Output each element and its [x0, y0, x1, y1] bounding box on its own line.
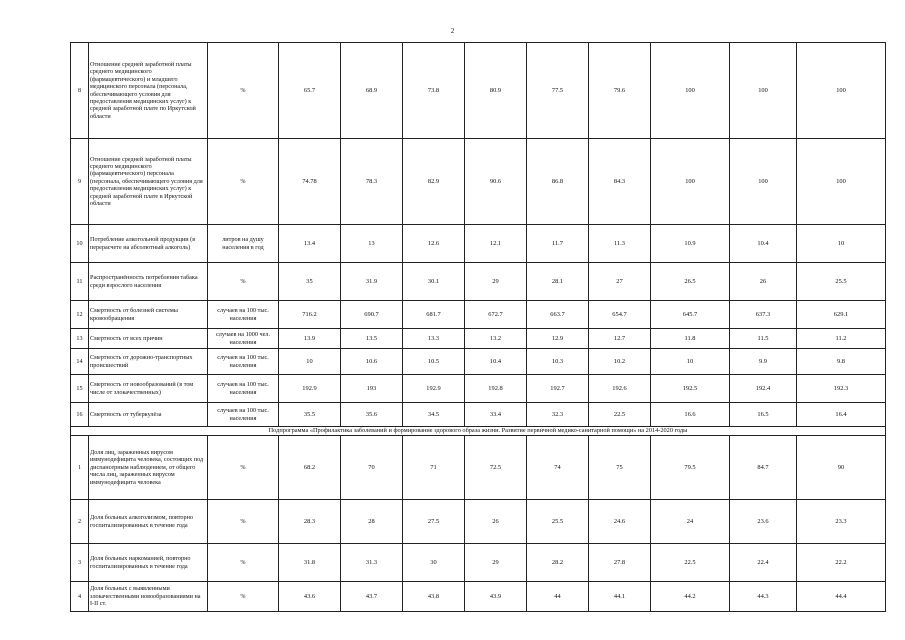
indicator-name: Доля больных алкоголизмом, повторно госпитализированных в течение года [89, 500, 208, 544]
table-row [71, 375, 886, 403]
value-cell: 12.6 [403, 225, 465, 263]
value-cell: 24 [651, 500, 730, 544]
indicator-unit: % [208, 263, 279, 301]
value-cell: 31.3 [341, 544, 403, 582]
value-cell: 11.5 [730, 329, 797, 349]
value-cell: 73.8 [403, 43, 465, 139]
value-cell: 24.6 [589, 500, 651, 544]
value-cell: 28 [341, 500, 403, 544]
value-cell: 34.5 [403, 403, 465, 427]
value-cell: 654.7 [589, 301, 651, 329]
value-cell: 84.7 [730, 436, 797, 500]
row-number: 15 [71, 375, 89, 403]
indicator-name: Отношение средней заработной платы среднего медицинского (фармацевтического) персонала (персонала, обеспечивающего условия для предоставления медицинских услуг) к средней заработной плате в Иркутской области [89, 139, 208, 225]
value-cell: 13.4 [279, 225, 341, 263]
value-cell: 90 [797, 436, 886, 500]
value-cell: 29 [465, 263, 527, 301]
value-cell: 16.6 [651, 403, 730, 427]
value-cell: 31.8 [279, 544, 341, 582]
value-cell: 192.5 [651, 375, 730, 403]
table-body-subheader [71, 427, 886, 436]
value-cell: 27 [589, 263, 651, 301]
value-cell: 10.3 [527, 349, 589, 375]
value-cell: 12.9 [527, 329, 589, 349]
value-cell: 68.2 [279, 436, 341, 500]
value-cell: 629.1 [797, 301, 886, 329]
value-cell: 13.5 [341, 329, 403, 349]
value-cell: 9.8 [797, 349, 886, 375]
indicator-name: Отношение средней заработной платы среднего медицинского (фармацевтического) и младшего медицинского персонала (персонала, обеспечивающего условия для предоставления медицинских услуг) к средней заработной плате по Иркутской области [89, 43, 208, 139]
value-cell: 33.4 [465, 403, 527, 427]
value-cell: 25.5 [527, 500, 589, 544]
value-cell: 43.8 [403, 582, 465, 612]
indicator-unit: % [208, 544, 279, 582]
value-cell: 86.8 [527, 139, 589, 225]
indicator-name: Смертность от дорожно-транспортных происшествий [89, 349, 208, 375]
value-cell: 27.5 [403, 500, 465, 544]
value-cell: 28.3 [279, 500, 341, 544]
table-row [71, 301, 886, 329]
row-number: 2 [71, 500, 89, 544]
value-cell: 43.7 [341, 582, 403, 612]
indicator-unit: % [208, 500, 279, 544]
value-cell: 22.4 [730, 544, 797, 582]
value-cell: 26.5 [651, 263, 730, 301]
indicator-name: Смертность от всех причин [89, 329, 208, 349]
value-cell: 28.2 [527, 544, 589, 582]
value-cell: 10 [651, 349, 730, 375]
value-cell: 11.7 [527, 225, 589, 263]
value-cell: 35 [279, 263, 341, 301]
indicators-table [70, 42, 886, 612]
value-cell: 65.7 [279, 43, 341, 139]
value-cell: 10.2 [589, 349, 651, 375]
table-row [71, 139, 886, 225]
value-cell: 27.8 [589, 544, 651, 582]
value-cell: 11.3 [589, 225, 651, 263]
value-cell: 30 [403, 544, 465, 582]
value-cell: 100 [730, 139, 797, 225]
value-cell: 672.7 [465, 301, 527, 329]
value-cell: 16.4 [797, 403, 886, 427]
indicator-unit: % [208, 582, 279, 612]
row-number: 12 [71, 301, 89, 329]
value-cell: 12.7 [589, 329, 651, 349]
row-number: 4 [71, 582, 89, 612]
indicator-unit: случаев на 1000 чел. населения [208, 329, 279, 349]
value-cell: 74.78 [279, 139, 341, 225]
value-cell: 13 [341, 225, 403, 263]
value-cell: 100 [797, 139, 886, 225]
value-cell: 22.5 [589, 403, 651, 427]
value-cell: 192.4 [730, 375, 797, 403]
subprogram-row [71, 427, 886, 436]
value-cell: 11.8 [651, 329, 730, 349]
value-cell: 44.1 [589, 582, 651, 612]
indicator-unit: случаев на 100 тыс. населения [208, 301, 279, 329]
row-number: 10 [71, 225, 89, 263]
indicator-unit: литров на душу населения в год [208, 225, 279, 263]
value-cell: 43.9 [465, 582, 527, 612]
subprogram-title: Подпрограмма «Профилактика заболеваний и формирование здорового образа жизни. Развитие первичной медико-санитарной помощи» на 2014-2020 годы [71, 427, 886, 436]
value-cell: 25.5 [797, 263, 886, 301]
row-number: 9 [71, 139, 89, 225]
table-row [71, 263, 886, 301]
indicator-unit: случаев на 100 тыс. населения [208, 403, 279, 427]
value-cell: 10.4 [465, 349, 527, 375]
value-cell: 690.7 [341, 301, 403, 329]
value-cell: 10.6 [341, 349, 403, 375]
value-cell: 30.1 [403, 263, 465, 301]
value-cell: 10 [279, 349, 341, 375]
row-number: 13 [71, 329, 89, 349]
value-cell: 44.2 [651, 582, 730, 612]
value-cell: 192.9 [279, 375, 341, 403]
value-cell: 80.9 [465, 43, 527, 139]
indicator-name: Доля лиц, зараженных вирусом иммунодефицита человека, состоящих под диспансерным наблюдением, от общего числа лиц, зараженных вирусом иммунодефицита человека [89, 436, 208, 500]
page-number: 2 [450, 27, 455, 35]
table-row [71, 43, 886, 139]
value-cell: 10 [797, 225, 886, 263]
value-cell: 31.9 [341, 263, 403, 301]
table-row [71, 544, 886, 582]
indicator-name: Доля больных с выявленными злокачественными новообразованиями на I-II ст. [89, 582, 208, 612]
value-cell: 68.9 [341, 43, 403, 139]
value-cell: 12.1 [465, 225, 527, 263]
value-cell: 192.8 [465, 375, 527, 403]
table-row [71, 329, 886, 349]
indicator-name: Потребление алкогольной продукции (в перерасчете на абсолютный алкоголь) [89, 225, 208, 263]
value-cell: 193 [341, 375, 403, 403]
table-row [71, 500, 886, 544]
table-body-bottom [71, 436, 886, 612]
value-cell: 10.9 [651, 225, 730, 263]
indicator-unit: % [208, 139, 279, 225]
value-cell: 100 [651, 139, 730, 225]
row-number: 1 [71, 436, 89, 500]
value-cell: 192.7 [527, 375, 589, 403]
table-row [71, 436, 886, 500]
table-row [71, 582, 886, 612]
value-cell: 681.7 [403, 301, 465, 329]
indicator-name: Смертность от новообразований (в том числе от злокачественных) [89, 375, 208, 403]
value-cell: 44.4 [797, 582, 886, 612]
value-cell: 43.6 [279, 582, 341, 612]
row-number: 8 [71, 43, 89, 139]
value-cell: 22.2 [797, 544, 886, 582]
value-cell: 192.6 [589, 375, 651, 403]
value-cell: 44 [527, 582, 589, 612]
value-cell: 44.3 [730, 582, 797, 612]
indicator-name: Смертность от туберкулёза [89, 403, 208, 427]
indicator-unit: случаев на 100 тыс. населения [208, 349, 279, 375]
value-cell: 35.6 [341, 403, 403, 427]
value-cell: 13.3 [403, 329, 465, 349]
value-cell: 637.3 [730, 301, 797, 329]
value-cell: 29 [465, 544, 527, 582]
value-cell: 75 [589, 436, 651, 500]
value-cell: 22.5 [651, 544, 730, 582]
value-cell: 23.3 [797, 500, 886, 544]
value-cell: 71 [403, 436, 465, 500]
value-cell: 13.2 [465, 329, 527, 349]
row-number: 11 [71, 263, 89, 301]
value-cell: 23.6 [730, 500, 797, 544]
value-cell: 192.3 [797, 375, 886, 403]
table-body-top [71, 43, 886, 427]
value-cell: 716.2 [279, 301, 341, 329]
row-number: 16 [71, 403, 89, 427]
row-number: 3 [71, 544, 89, 582]
value-cell: 10.5 [403, 349, 465, 375]
value-cell: 13.9 [279, 329, 341, 349]
indicator-unit: % [208, 436, 279, 500]
value-cell: 28.1 [527, 263, 589, 301]
value-cell: 78.3 [341, 139, 403, 225]
value-cell: 35.5 [279, 403, 341, 427]
value-cell: 100 [730, 43, 797, 139]
indicator-name: Распространённость потребления табака среди взрослого населения [89, 263, 208, 301]
value-cell: 84.3 [589, 139, 651, 225]
value-cell: 645.7 [651, 301, 730, 329]
value-cell: 82.9 [403, 139, 465, 225]
value-cell: 77.5 [527, 43, 589, 139]
table-row [71, 403, 886, 427]
value-cell: 192.9 [403, 375, 465, 403]
value-cell: 70 [341, 436, 403, 500]
value-cell: 11.2 [797, 329, 886, 349]
value-cell: 26 [465, 500, 527, 544]
value-cell: 663.7 [527, 301, 589, 329]
table-row [71, 349, 886, 375]
indicator-unit: % [208, 43, 279, 139]
value-cell: 72.5 [465, 436, 527, 500]
indicator-unit: случаев на 100 тыс. населения [208, 375, 279, 403]
value-cell: 26 [730, 263, 797, 301]
indicator-name: Доля больных наркоманией, повторно госпитализированных в течение года [89, 544, 208, 582]
row-number: 14 [71, 349, 89, 375]
value-cell: 100 [651, 43, 730, 139]
table-row [71, 225, 886, 263]
value-cell: 16.5 [730, 403, 797, 427]
value-cell: 10.4 [730, 225, 797, 263]
value-cell: 79.6 [589, 43, 651, 139]
indicator-name: Смертность от болезней системы кровообращения [89, 301, 208, 329]
value-cell: 9.9 [730, 349, 797, 375]
value-cell: 74 [527, 436, 589, 500]
value-cell: 100 [797, 43, 886, 139]
value-cell: 79.5 [651, 436, 730, 500]
value-cell: 32.3 [527, 403, 589, 427]
value-cell: 90.6 [465, 139, 527, 225]
